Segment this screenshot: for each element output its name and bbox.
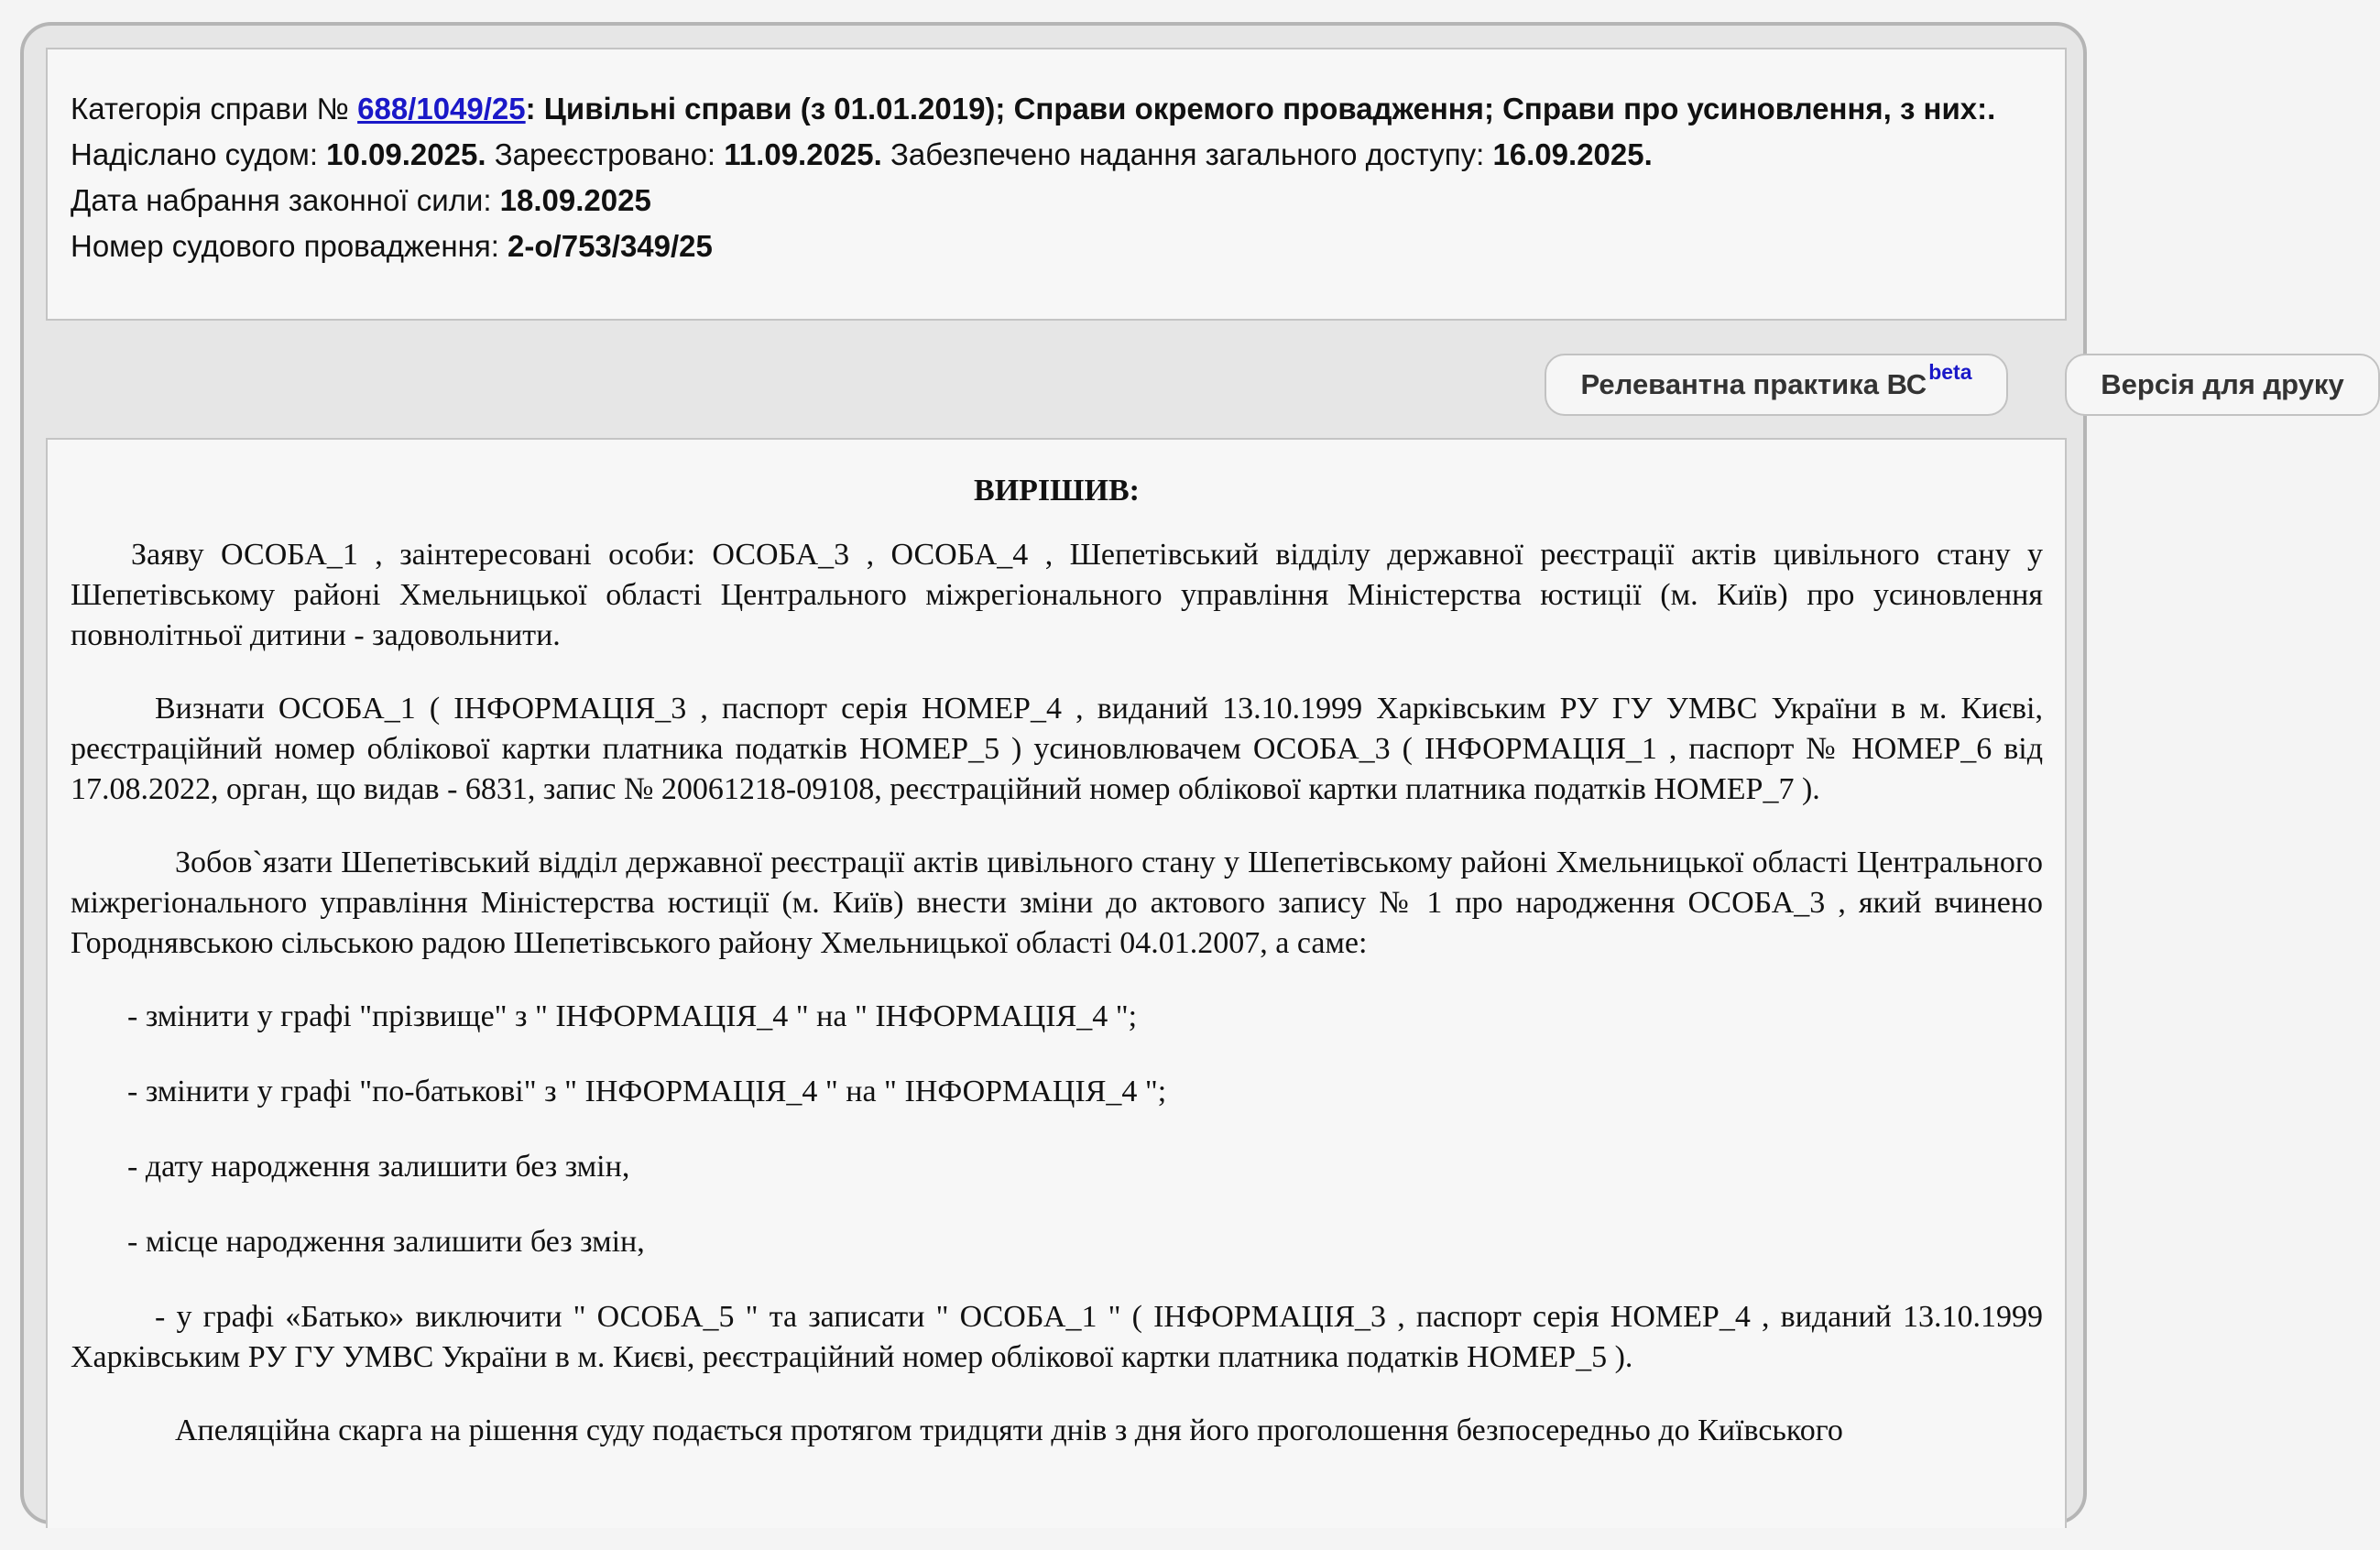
case-category-label: Категорія справи № — [71, 92, 349, 126]
document-frame — [20, 22, 2344, 1524]
case-dates-line — [71, 132, 2043, 178]
decision-bullet: - місце народження залишити без змін, — [127, 1225, 645, 1259]
decision-paragraph: Визнати ОСОБА_1 ( ІНФОРМАЦІЯ_3 , паспорт серія НОМЕР_4 , виданий 13.10.1999 Харківським РУ ГУ УМВС України в м. Києві, реєстраційний номер облікової картки платника податків НОМЕР_5 ) усиновлювачем ОСОБА_3 ( ІНФОРМАЦІЯ_1 , паспорт № НОМЕР_6 від 17.08.2022, орган, що видав - 6831, запис № 20061218-09108, реєстраційний номер облікової картки платника податків НОМЕР_7 ). — [71, 692, 2043, 806]
print-version-button[interactable]: Версія для друку — [2065, 354, 2380, 416]
decision-paragraph: Апеляційна скарга на рішення суду подається протягом тридцяти днів з дня його проголошення безпосередньо до Київського — [175, 1414, 1843, 1447]
decision-bullet: - дату народження залишити без змін, — [127, 1150, 630, 1184]
legal-force-line — [71, 178, 2043, 224]
public-access-date: 16.09.2025. — [1492, 137, 1653, 171]
decision-title: ВИРІШИВ: — [974, 474, 1140, 508]
proceeding-label: Номер судового провадження: — [71, 229, 499, 263]
case-number-link[interactable]: 688/1049/25 — [357, 92, 526, 126]
relevant-practice-button[interactable] — [1545, 354, 2008, 416]
proceeding-number: 2-о/753/349/25 — [508, 229, 713, 263]
decision-text-panel — [46, 438, 2067, 1528]
sent-date: 10.09.2025. — [326, 137, 486, 171]
legal-force-date: 18.09.2025 — [499, 183, 651, 217]
relevant-practice-label: Релевантна практика ВС — [1580, 368, 1927, 400]
case-category-text: : Цивільні справи (з 01.01.2019); Справи окремого провадження; Справи про усиновлення, з них:. — [525, 92, 1996, 126]
sent-label: Надіслано судом: — [71, 137, 318, 171]
legal-force-label: Дата набрання законної сили: — [71, 183, 492, 217]
beta-badge: beta — [1928, 359, 1972, 384]
proceeding-line — [71, 224, 2043, 269]
public-access-label: Забезпечено надання загального доступу: — [890, 137, 1485, 171]
registered-label: Зареєстровано: — [494, 137, 716, 171]
decision-bullet: - у графі «Батько» виключити " ОСОБА_5 " та записати " ОСОБА_1 " ( ІНФОРМАЦІЯ_3 , паспорт серія НОМЕР_4 , виданий 13.10.1999 Харківським РУ ГУ УМВС України в м. Києві, реєстраційний номер облікової картки платника податків НОМЕР_5 ). — [71, 1300, 2043, 1374]
decision-bullet: - змінити у графі "прізвище" з " ІНФОРМАЦІЯ_4 " на " ІНФОРМАЦІЯ_4 "; — [127, 999, 1138, 1033]
decision-paragraph: Зобов`язати Шепетівський відділ державної реєстрації актів цивільного стану у Шепетівському районі Хмельницької області Центрального міжрегіонального управління Міністерства юстиції (м. Київ) внести зміни до актового запису № 1 про народження ОСОБА_3 , який вчинено Городнявською сільською радою Шепетівського району Хмельницької області 04.01.2007, а саме: — [71, 846, 2043, 960]
case-info-panel — [46, 48, 2067, 321]
case-category-line — [71, 86, 2043, 132]
decision-paragraph: Заяву ОСОБА_1 , заінтересовані особи: ОСОБА_3 , ОСОБА_4 , Шепетівський відділу державної реєстрації актів цивільного стану у Шепетівському районі Хмельницької області Центрального міжрегіонального управління Міністерства юстиції (м. Київ) про усиновлення повнолітньої дитини - задовольнити. — [71, 538, 2043, 652]
decision-bullet: - змінити у графі "по-батькові" з " ІНФОРМАЦІЯ_4 " на " ІНФОРМАЦІЯ_4 "; — [127, 1075, 1167, 1108]
registered-date: 11.09.2025. — [724, 137, 882, 171]
